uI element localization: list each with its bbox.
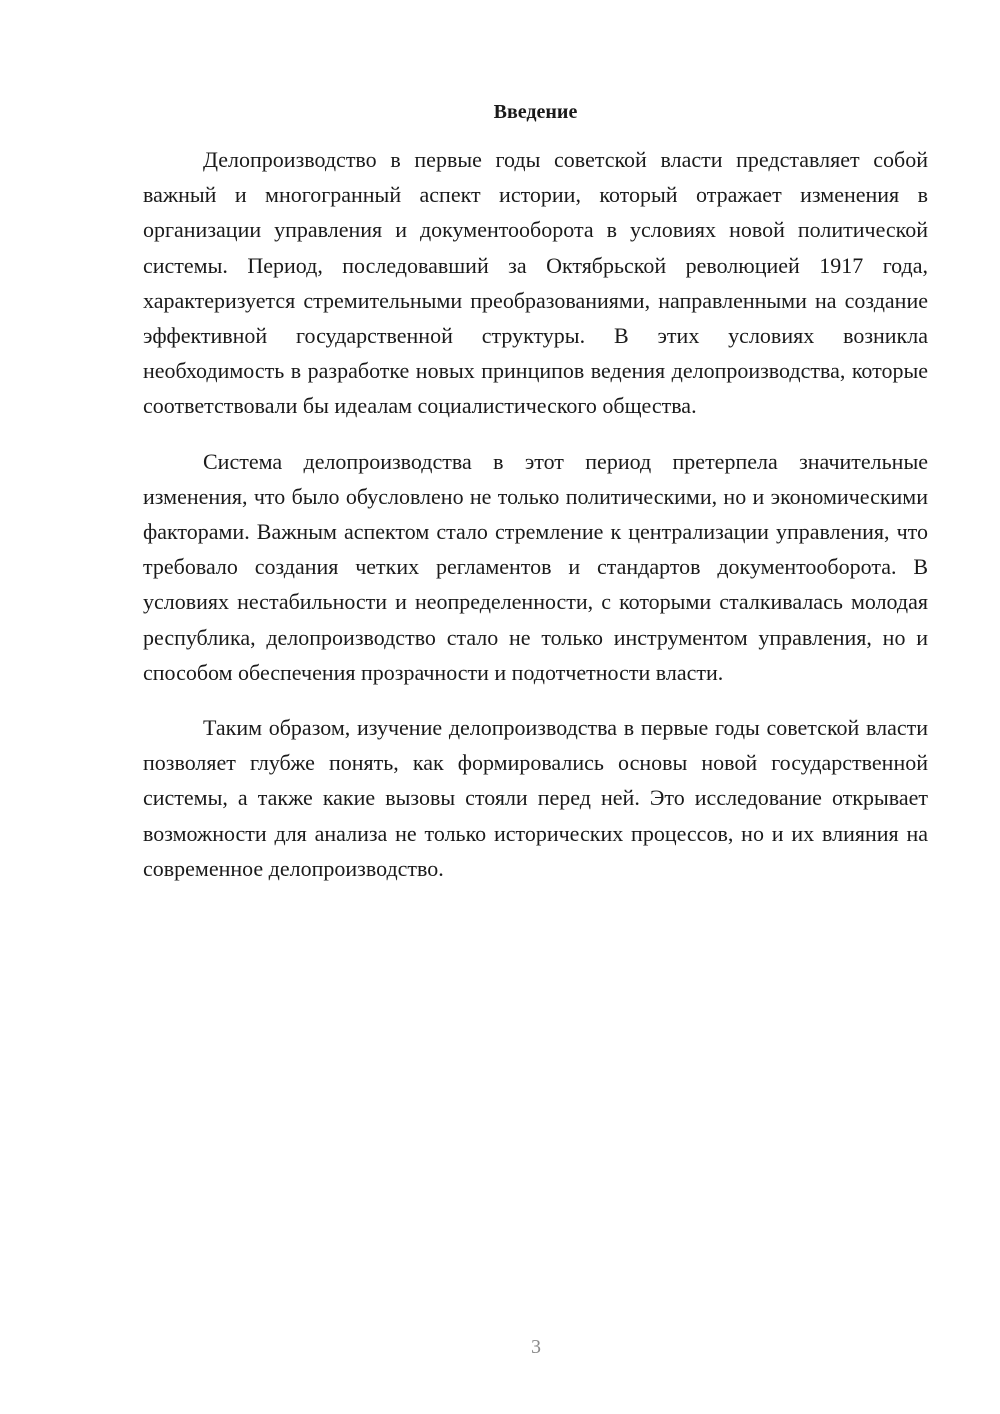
page-number: 3: [531, 1336, 541, 1358]
body-text: [143, 142, 928, 906]
paragraph-2: Система делопроизводства в этот период претерпела значительные изменения, что было обусловлено не только политическими, но и экономическими факторами. Важным аспектом стало стремление к централизации управления, что требовало создания четких регламентов и стандартов документооборота. В условиях нестабильности и неопределенности, с которыми сталкивалась молодая республика, делопроизводство стало не только инструментом управления, но и способом обеспечения прозрачности и подотчетности власти.: [143, 448, 928, 685]
section-title: Введение: [493, 101, 578, 123]
paragraph-3: Таким образом, изучение делопроизводства в первые годы советской власти позволяет глубже понять, как формировались основы новой государственной системы, а также какие вызовы стояли перед ней. Это исследование открывает возможности для анализа не только исторических процессов, но и их влияния на современное делопроизводство.: [143, 715, 928, 881]
paragraph-1: Делопроизводство в первые годы советской власти представляет собой важный и многогранный аспект истории, который отражает изменения в организации управления и документооборота в условиях новой политической системы. Период, последовавший за Октябрьской революцией 1917 года, характеризуется стремительными преобразованиями, направленными на создание эффективной государственной структуры. В этих условиях возникла необходимость в разработке новых принципов ведения делопроизводства, которые соответствовали бы идеалам социалистического общества.: [143, 147, 928, 419]
